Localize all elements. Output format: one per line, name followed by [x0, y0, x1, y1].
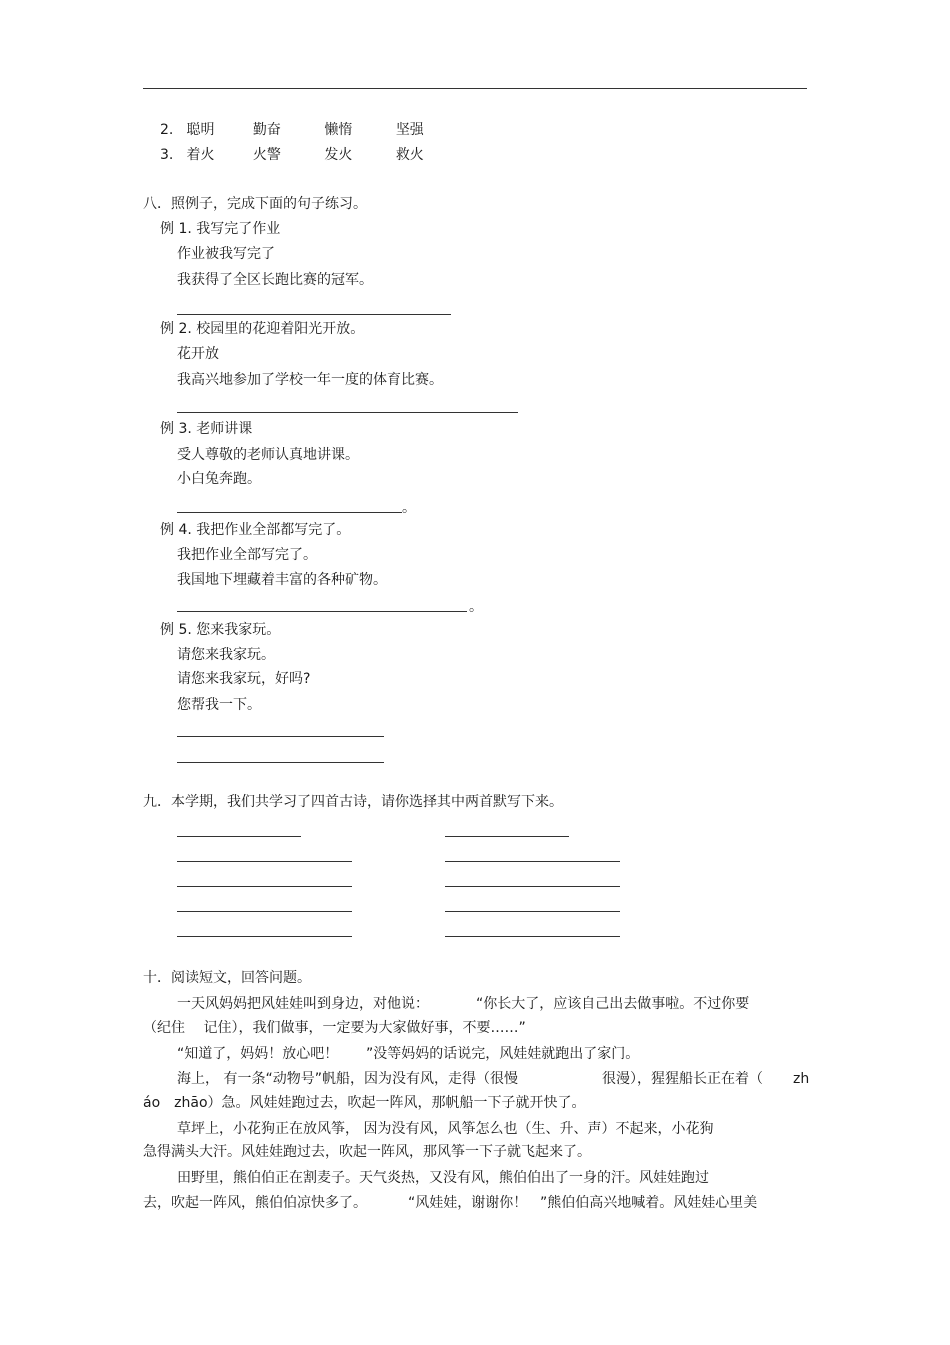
word: 着火	[186, 147, 215, 163]
poem1-line-blank[interactable]	[177, 936, 352, 937]
word: 救火	[395, 147, 424, 163]
example3-period: 。	[402, 500, 416, 516]
passage-text: áo zhāo）急。风娃娃跑过去，吹起一阵风，那帆船一下子就开快了。	[143, 1095, 586, 1111]
passage-text: ”熊伯伯高兴地喊着。风娃娃心里美	[540, 1195, 758, 1211]
example3-answer-blank[interactable]	[177, 512, 402, 513]
poem2-line-blank[interactable]	[445, 911, 620, 912]
example2-line: 我高兴地参加了学校一年一度的体育比赛。	[177, 372, 443, 388]
example1-line: 我获得了全区长跑比赛的冠军。	[177, 272, 373, 288]
passage-text: ”没等妈妈的话说完，风娃娃就跑出了家门。	[366, 1046, 640, 1062]
word-group-3	[160, 146, 424, 164]
poem1-line-blank[interactable]	[177, 911, 352, 912]
poem1-line-blank[interactable]	[177, 886, 352, 887]
example5-line: 请您来我家玩，好吗?	[177, 671, 311, 687]
passage-text: 急得满头大汗。风娃娃跑过去，吹起一阵风，那风筝一下子就飞起来了。	[143, 1144, 591, 1160]
example4-label: 例 4. 我把作业全部都写完了。	[160, 522, 351, 538]
passage-text: （纪住 记住），我们做事，一定要为大家做好事，不要……”	[143, 1020, 526, 1036]
header-rule	[143, 88, 807, 89]
example5-line: 请您来我家玩。	[177, 647, 275, 663]
poem2-line-blank[interactable]	[445, 886, 620, 887]
poem2-line-blank[interactable]	[445, 936, 620, 937]
example3-line: 小白兔奔跑。	[177, 471, 261, 487]
example3-line: 受人尊敬的老师认真地讲课。	[177, 447, 359, 463]
example4-answer-blank[interactable]	[177, 611, 467, 612]
example5-label: 例 5. 您来我家玩。	[160, 622, 281, 638]
group-number: 3.	[160, 147, 174, 163]
example4-line: 我国地下埋藏着丰富的各种矿物。	[177, 572, 387, 588]
passage-text: 田野里，熊伯伯正在割麦子。天气炎热，又没有风，熊伯伯出了一身的汗。风娃娃跑过	[177, 1170, 709, 1186]
poem1-line-blank[interactable]	[177, 861, 352, 862]
word: 坚强	[395, 122, 424, 138]
section10-title: 十．阅读短文，回答问题。	[143, 970, 311, 986]
section9-title: 九．本学期，我们共学习了四首古诗，请你选择其中两首默写下来。	[143, 794, 563, 810]
example5-line: 您帮我一下。	[177, 697, 261, 713]
example5-answer-blank[interactable]	[177, 762, 384, 763]
example1-line: 作业被我写完了	[177, 246, 275, 262]
word: 懒惰	[324, 122, 353, 138]
passage-text: 草坪上，小花狗正在放风筝， 因为没有风，风筝怎么也（生、升、声）不起来，小花狗	[177, 1121, 714, 1137]
example1-label: 例 1. 我写完了作业	[160, 221, 281, 237]
group-number: 2.	[160, 122, 174, 138]
example2-label: 例 2. 校园里的花迎着阳光开放。	[160, 321, 365, 337]
example2-answer-blank[interactable]	[177, 412, 518, 413]
passage-text: 一天风妈妈把风娃娃叫到身边，对他说：	[177, 996, 429, 1012]
passage-text: “风娃娃，谢谢你！	[408, 1195, 528, 1211]
example3-label: 例 3. 老师讲课	[160, 421, 253, 437]
example2-line: 花开放	[177, 346, 219, 362]
passage-text: zh	[793, 1071, 810, 1087]
poem2-line-blank[interactable]	[445, 861, 620, 862]
example4-line: 我把作业全部写完了。	[177, 547, 317, 563]
example1-answer-blank[interactable]	[177, 314, 451, 315]
example5-answer-blank[interactable]	[177, 736, 384, 737]
passage-text: “你长大了，应该自己出去做事啦。不过你要	[476, 996, 750, 1012]
example4-period: 。	[469, 599, 483, 615]
poem1-title-blank[interactable]	[177, 836, 301, 837]
word: 发火	[324, 147, 353, 163]
passage-text: 去，吹起一阵风，熊伯伯凉快多了。	[143, 1195, 367, 1211]
passage-text: 海上， 有一条“动物号”帆船，因为没有风，走得（很慢	[177, 1071, 518, 1087]
word-group-2	[160, 121, 424, 139]
word: 聪明	[186, 122, 215, 138]
passage-text: 很漫），猩猩船长正在着（	[602, 1071, 763, 1087]
section8-title: 八．照例子，完成下面的句子练习。	[143, 196, 367, 212]
passage-text: “知道了，妈妈！放心吧！	[177, 1046, 339, 1062]
word: 火警	[252, 147, 281, 163]
poem2-title-blank[interactable]	[445, 836, 569, 837]
word: 勤奋	[252, 122, 281, 138]
